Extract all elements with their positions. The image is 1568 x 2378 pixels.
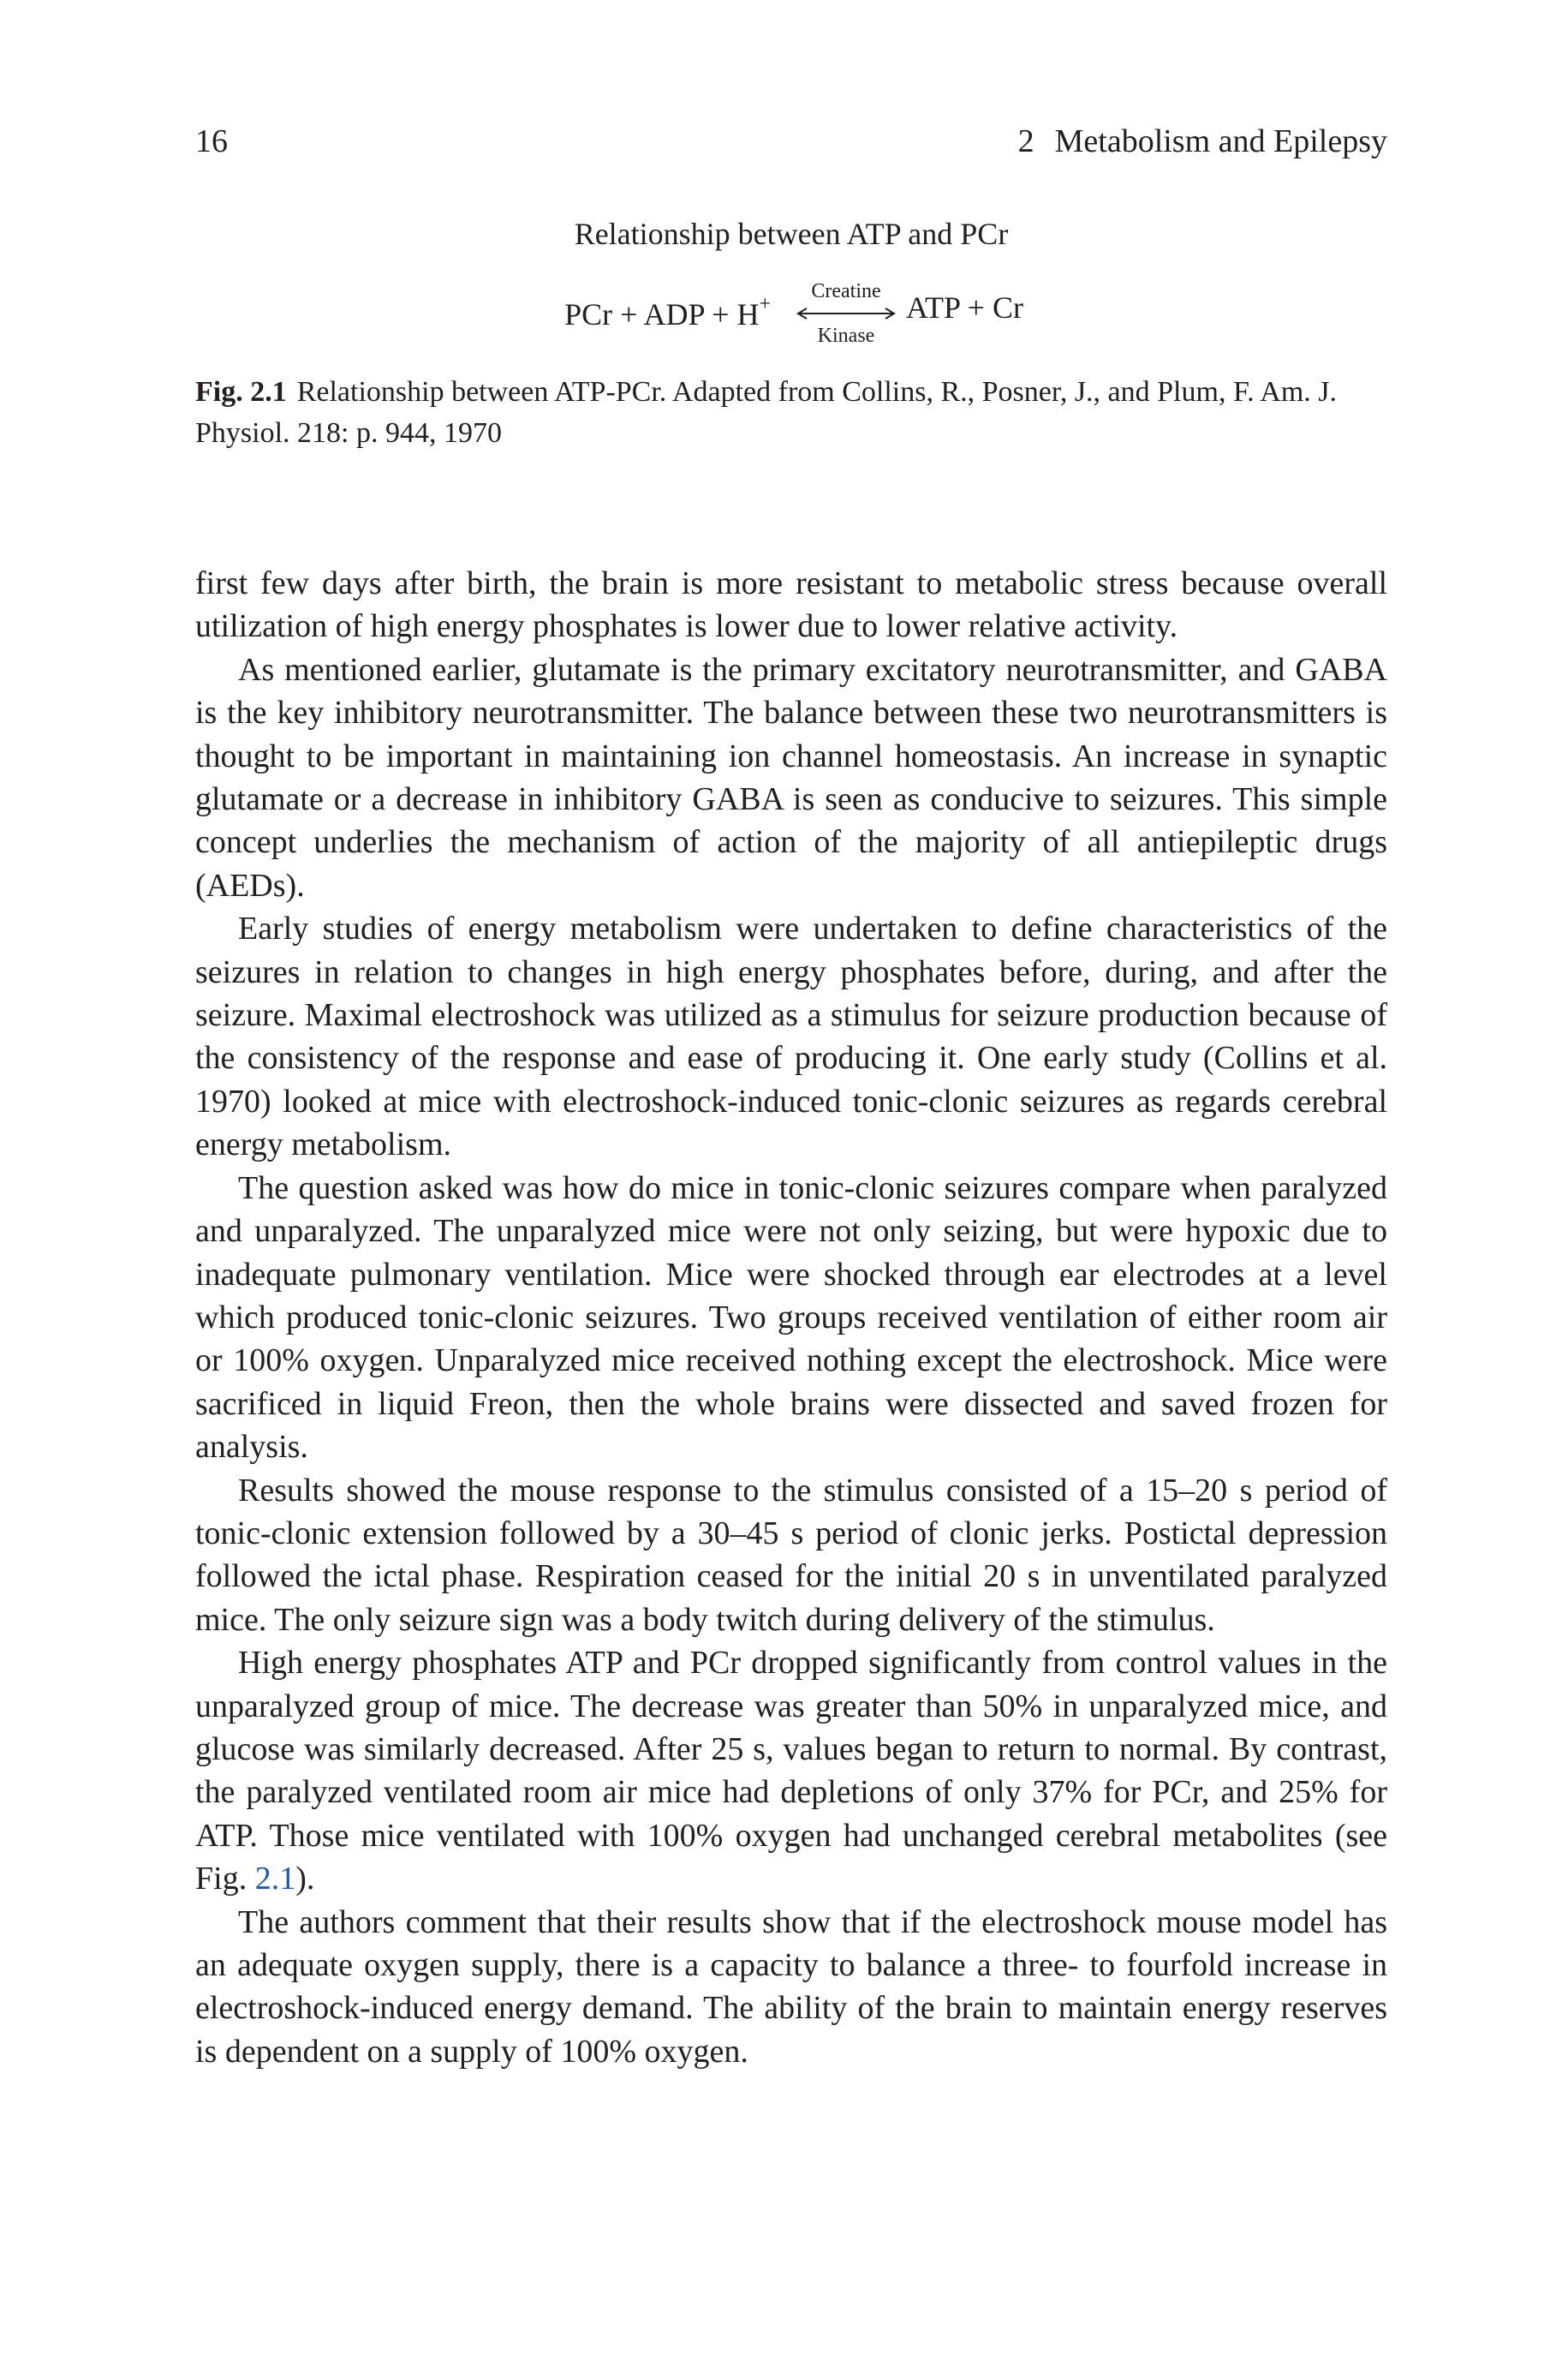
running-header — [195, 122, 1387, 161]
equation-left-text: PCr + ADP + H — [564, 297, 760, 332]
paragraph-1: first few days after birth, the brain is more resistant to metabolic stress because overall utilization of high energy phosphates is lower due to lower relative activity. — [195, 565, 1387, 645]
figure-2-1 — [195, 214, 1387, 360]
arrow-label-creatine: Creatine — [811, 280, 881, 302]
arrow-label-kinase: Kinase — [817, 325, 875, 347]
paragraph-5: Results showed the mouse response to the stimulus consisted of a 15–20 s period of tonic-clonic extension followed by a 30–45 s period of clonic jerks. Postictal depression followed the ictal phase. Respiration ceased for the initial 20 s in unventilated paralyzed mice. The only seizure sign was a body twitch during delivery of the stimulus. — [195, 1472, 1387, 1638]
equation-left-superscript: + — [759, 293, 771, 315]
equilibrium-arrow — [795, 279, 897, 358]
caption-label: Fig. 2.1 — [195, 376, 287, 408]
caption-text: Relationship between ATP-PCr. Adapted from Collins, R., Posner, J., and Plum, F. Am. J. Physiol. 218: p. 944, 1970 — [195, 376, 1337, 449]
paragraph-6 — [195, 1641, 1387, 1900]
paragraph-6-text: High energy phosphates ATP and PCr dropped significantly from control values in the unparalyzed group of mice. The decrease was greater than 50% in unparalyzed mice, and glucose was similarly decreased. After 25 s, values began to return to normal. By contrast, the paralyzed ventilated room air mice had depletions of only 37% for PCr, and 25% for ATP. Those mice ventilated with 100% oxygen had unchanged cerebral metabolites (see Fig. — [195, 1645, 1387, 1897]
page-number: 16 — [195, 123, 228, 159]
figure-caption — [195, 372, 1387, 454]
chapter-title: Metabolism and Epilepsy — [1054, 123, 1387, 159]
chapter-heading — [1018, 122, 1387, 161]
body-text — [195, 562, 1387, 2073]
chapter-number: 2 — [1017, 123, 1034, 159]
figure-reference-link[interactable]: 2.1 — [254, 1861, 296, 1897]
equation-left-side — [564, 288, 771, 334]
equation-right-side: ATP + Cr — [906, 290, 1023, 325]
paragraph-3: Early studies of energy metabolism were undertaken to define characteristics of the seizures in relation to changes in high energy phosphates before, during, and after the seizure. Maximal electroshock was utilized as a stimulus for seizure production because of the consistency of the response and ease of producing it. One early study (Collins et al. 1970) looked at mice with electroshock-induced tonic-clonic seizures as regards cerebral energy metabolism. — [195, 911, 1387, 1163]
figure-title: Relationship between ATP and PCr — [574, 217, 1009, 251]
paragraph-6-end: ). — [295, 1861, 315, 1897]
paragraph-7: The authors comment that their results show that if the electroshock mouse model has an adequate oxygen supply, there is a capacity to balance a three- to fourfold increase in electroshock-induced energy demand. The ability of the brain to maintain energy reserves is dependent on a supply of 100% oxygen. — [195, 1903, 1387, 2070]
double-arrow-icon — [795, 307, 897, 320]
paragraph-4: The question asked was how do mice in tonic-clonic seizures compare when paralyzed and unparalyzed. The unparalyzed mice were not only seizing, but were hypoxic due to inadequate pulmonary ventilation. Mice were shocked through ear electrodes at a level which produced tonic-clonic seizures. Two groups received ventilation of either room air or 100% oxygen. Unparalyzed mice received nothing except the electroshock. Mice were sacrificed in liquid Freon, then the whole brains were dissected and saved frozen for analysis. — [195, 1169, 1387, 1466]
paragraph-2: As mentioned earlier, glutamate is the primary excitatory neurotransmitter, and GABA is the key inhibitory neurotransmitter. The balance between these two neurotransmitters is thought to be important in maintaining ion channel homeostasis. An increase in synaptic glutamate or a decrease in inhibitory GABA is seen as conducive to seizures. This simple concept underlies the mechanism of action of the majority of all antiepileptic drugs (AEDs). — [195, 651, 1387, 904]
reaction-equation — [195, 279, 1387, 358]
